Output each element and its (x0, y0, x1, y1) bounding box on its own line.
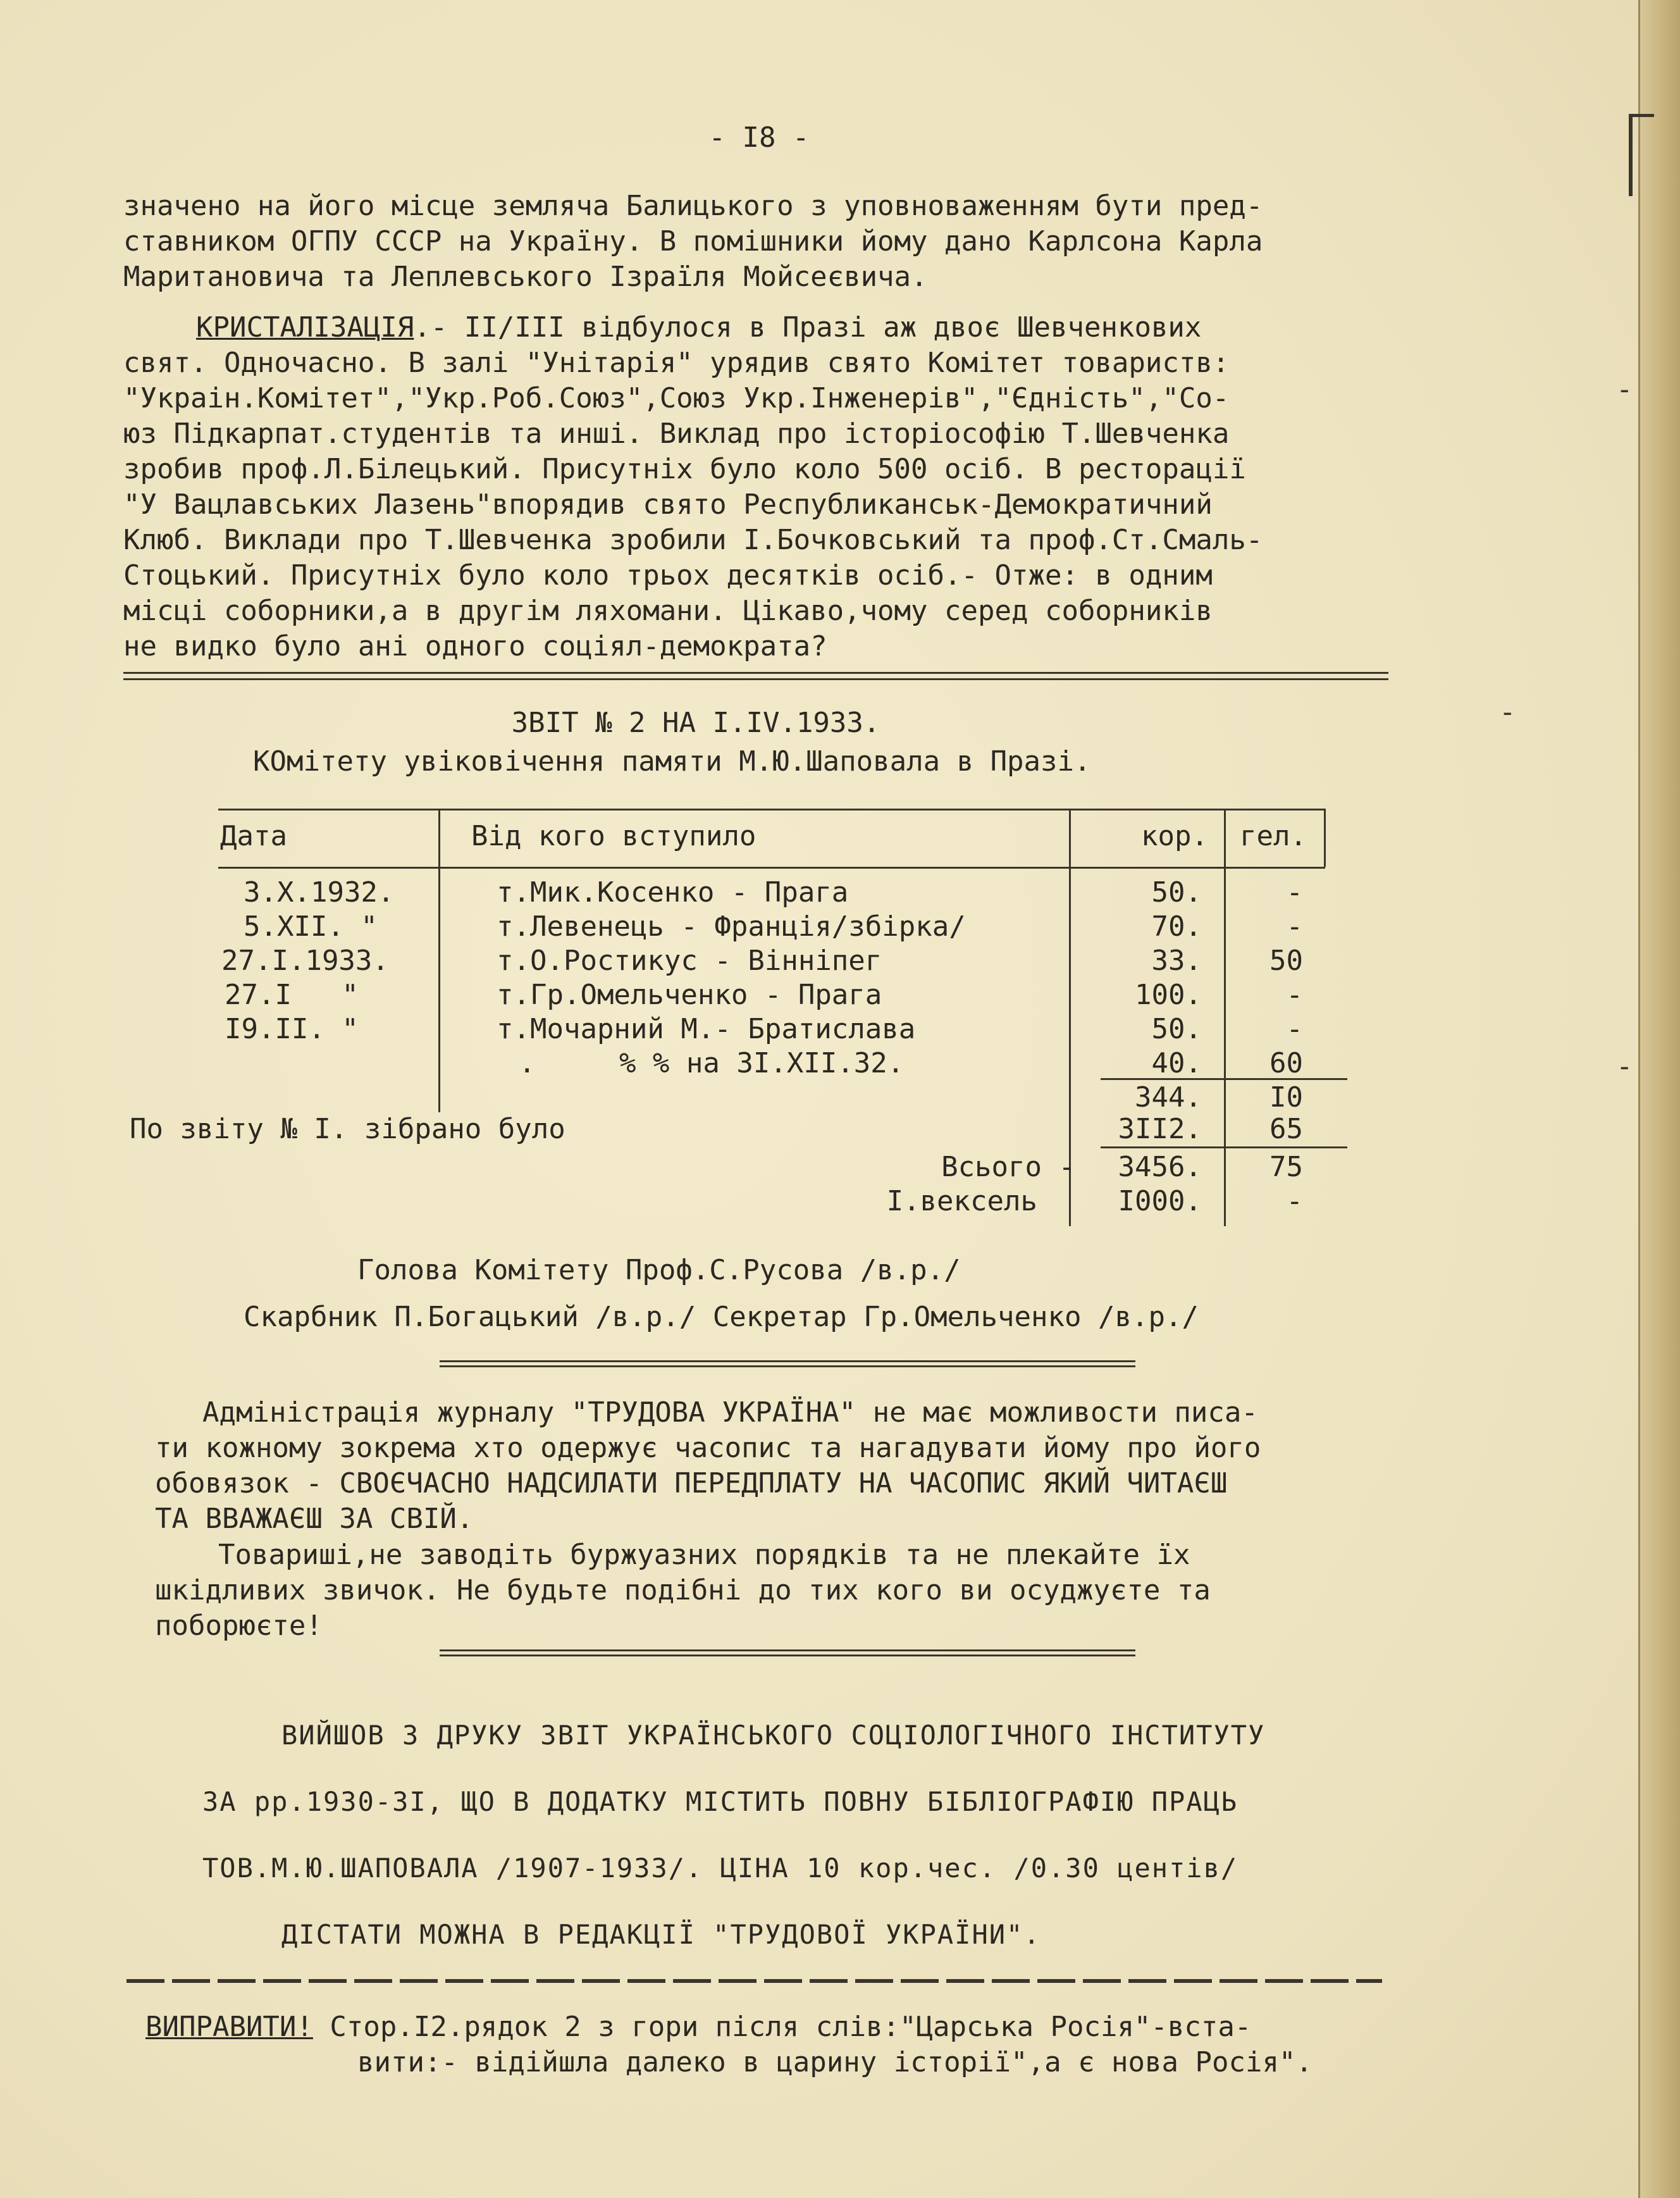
admin-line: обовязок - СВОЄЧАСНО НАДСИЛАТИ ПЕРЕДПЛАТУ НА ЧАСОПИС ЯКИЙ ЧИТАЄШ (155, 1467, 1228, 1499)
row-kor: 70. (1151, 910, 1202, 943)
admin-line: ТА ВВАЖАЄШ ЗА СВІЙ. (155, 1503, 474, 1535)
header-from: Від кого вступило (471, 820, 757, 852)
separator (123, 672, 1388, 674)
bill-hel: - (1286, 1185, 1303, 1217)
row-kor: 100. (1135, 979, 1202, 1011)
correction-line-1 (145, 2009, 1251, 2045)
separator (123, 678, 1388, 680)
binding-mark (1629, 114, 1633, 196)
report-title: ЗВІТ № 2 НА І.IV.1933. (511, 707, 880, 739)
intro-line: Маритановича та Леплевського Ізраїля Мойсеєвича. (123, 261, 928, 293)
binding-edge (1638, 0, 1680, 2198)
kryst-line: зробив проф.Л.Білецький. Присутніх було коло 500 осіб. В ресторації (123, 453, 1246, 485)
report-subtitle: КОмітету увіковічення памяти М.Ю.Шаповала в Празі. (253, 745, 1091, 778)
row-from: т.О.Ростикус - Вінніпег (497, 945, 882, 977)
row-kor: 50. (1151, 876, 1202, 909)
correction-text-1: Стор.I2.рядок 2 з гори після слів:"Царська Росія"-вста- (312, 2011, 1252, 2043)
row-from: т.Левенець - Франція/збірка/ (497, 910, 966, 943)
signature-treasurer-secretary: Скарбник П.Богацький /в.р./ Секретар Гр.Омельченко /в.р./ (244, 1301, 1199, 1333)
subtotal-kor: 344. (1135, 1081, 1202, 1114)
signature-chairman: Голова Комітету Проф.С.Русова /в.р./ (357, 1254, 961, 1286)
edge-speck: - (1499, 696, 1516, 728)
admin-line: Адміністрація журналу "ТРУДОВА УКРАЇНА" не має можливости писа- (202, 1396, 1258, 1429)
intro-line: значено на його місце земляча Балицького з уповноваженням бути пред- (123, 190, 1263, 222)
kryst-line: Стоцький. Присутніх було коло трьох десятків осіб.- Отже: в одним (123, 559, 1213, 592)
subtotal-hel: I0 (1269, 1081, 1303, 1114)
bill-label: I.вексель (886, 1185, 1037, 1217)
kryst-line: "У Вацлавських Лазень"впорядив свято Республиканськ-Демократичний (123, 488, 1213, 521)
total-kor: 3456. (1118, 1151, 1202, 1183)
total-rule (1101, 1146, 1347, 1148)
row-hel: - (1286, 910, 1303, 943)
prev-kor: 3II2. (1118, 1113, 1202, 1145)
table-header-rule (218, 867, 1325, 869)
total-hel: 75 (1269, 1151, 1303, 1183)
row-hel: - (1286, 979, 1303, 1011)
kryst-line: свят. Одночасно. В залі "Унітарія" урядив свято Комітет товариств: (123, 347, 1230, 379)
comrades-line: шкідливих звичок. Не будьте подібні до тих кого ви осуджуєте та (155, 1574, 1211, 1606)
kryst-heading: КРИСТАЛІЗАЦІЯ (196, 311, 414, 344)
comrades-line: поборюєте! (155, 1610, 323, 1642)
row-hel: - (1286, 876, 1303, 909)
row-date: 27.I " (225, 979, 359, 1011)
row-kor: 33. (1151, 945, 1202, 977)
total-label: Всього - (941, 1151, 1075, 1183)
row-hel: 60 (1269, 1047, 1303, 1079)
announcement-line: ЗА рр.1930-3I, ЩО В ДОДАТКУ МІСТИТЬ ПОВНУ БІБЛІОГРАФІЮ ПРАЦЬ (202, 1786, 1238, 1817)
kryst-line: юз Підкарпат.студентів та инші. Виклад про історіософію Т.Шевченка (123, 418, 1230, 450)
admin-line: ти кожному зокрема хто одержує часопис та нагадувати йому про його (155, 1432, 1261, 1464)
prev-hel: 65 (1269, 1113, 1303, 1145)
header-date: Дата (220, 820, 287, 852)
table-col-rule (1324, 809, 1326, 867)
row-hel: 50 (1269, 945, 1303, 977)
edge-speck: - (1616, 1050, 1633, 1083)
row-date: 5.XII. " (244, 910, 378, 943)
announcement-line: ДІСТАТИ МОЖНА В РЕДАКЦІЇ "ТРУДОВОЇ УКРАЇНИ". (281, 1919, 1041, 1950)
row-from: т.Гр.Омельченко - Прага (497, 979, 882, 1011)
bill-kor: I000. (1118, 1185, 1202, 1217)
correction-line-2: вити:- відійшла далеко в царину історії",а є нова Росія". (357, 2046, 1312, 2078)
announcement-line: ТОВ.М.Ю.ШАПОВАЛА /1907-1933/. ЦІНА 10 кор.чес. /0.30 центів/ (202, 1853, 1238, 1884)
row-date: I9.II. " (225, 1013, 359, 1045)
kryst-line: Клюб. Виклади про Т.Шевченка зробили І.Бочковський та проф.Ст.Смаль- (123, 524, 1263, 556)
prev-label: По звіту № I. зібрано було (130, 1113, 565, 1145)
kryst-first-line (196, 310, 1201, 345)
dashed-separator (127, 1979, 1382, 1983)
table-col-rule (1224, 809, 1226, 1226)
edge-speck: - (1616, 373, 1633, 406)
kryst-line: не видко було ані одного соціял-демократа? (123, 630, 827, 662)
separator (440, 1655, 1135, 1656)
intro-line: ставником ОГПУ СССР на Україну. В помішники йому дано Карлсона Карла (123, 225, 1263, 258)
row-hel: - (1286, 1013, 1303, 1045)
table-col-rule (438, 809, 440, 1112)
separator (440, 1365, 1135, 1367)
row-from: т.Мочарний М.- Братислава (497, 1013, 916, 1045)
row-kor: 50. (1151, 1013, 1202, 1045)
binding-mark-top (1629, 114, 1654, 117)
header-kor: кор. (1141, 820, 1208, 852)
separator (440, 1649, 1135, 1651)
row-date: 3.X.1932. (244, 876, 395, 909)
table-top-rule (218, 809, 1325, 810)
kryst-line: "Украін.Комітет","Укр.Роб.Союз",Союз Укр.Інженерів","Єдність","Со- (123, 382, 1230, 414)
row-kor: 40. (1151, 1047, 1202, 1079)
kryst-line: місці соборники,а в другім ляхомани. Цікаво,чому серед соборників (123, 595, 1213, 627)
row-from: . % % на 3I.XII.32. (519, 1047, 905, 1079)
separator (440, 1360, 1135, 1362)
announcement-line: ВИЙШОВ З ДРУКУ ЗВІТ УКРАЇНСЬКОГО СОЦІОЛОГІЧНОГО ІНСТИТУТУ (281, 1720, 1266, 1751)
row-from: т.Мик.Косенко - Прага (497, 876, 849, 909)
page-number: - I8 - (708, 121, 810, 154)
correction-label: ВИПРАВИТИ! (145, 2011, 313, 2043)
kryst-first-rest: .- II/III відбулося в Празі аж двоє Шевченкових (414, 311, 1202, 344)
row-date: 27.I.1933. (221, 945, 389, 977)
comrades-line: Товариші,не заводіть буржуазних порядків та не плекайте їх (218, 1539, 1190, 1571)
header-hel: гел. (1240, 820, 1307, 852)
